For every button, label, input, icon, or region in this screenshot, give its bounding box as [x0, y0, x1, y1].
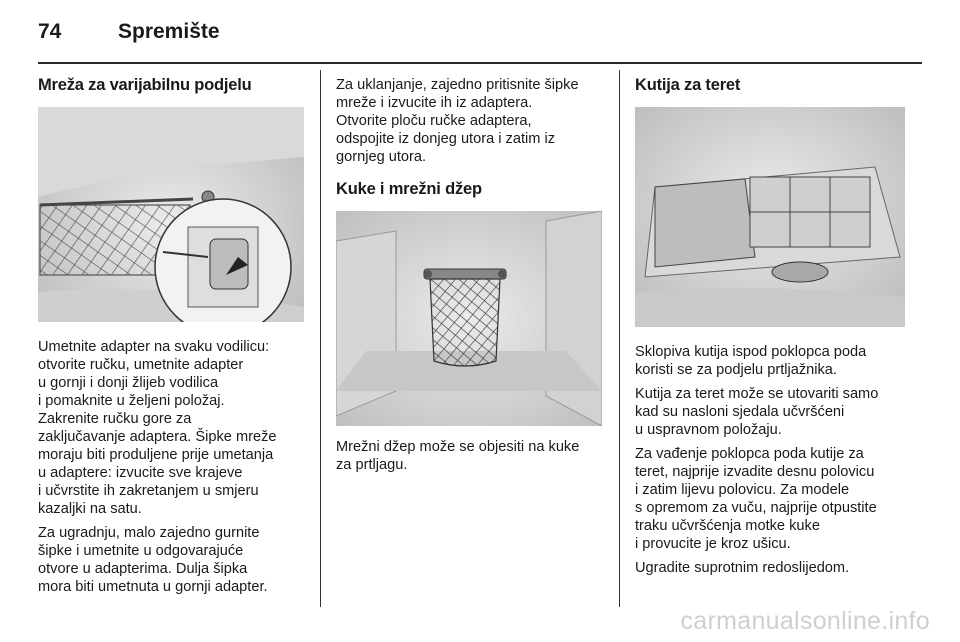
column-3 [635, 76, 905, 583]
net-pocket-note: Mrežni džep može se objesiti na kuke za prtljagu. [336, 439, 580, 473]
cargo-box-description: Sklopiva kutija ispod poklopca poda koristi se za podjelu prtljažnika. [635, 344, 867, 378]
net-pocket-illustration [336, 211, 602, 426]
header-rule [38, 62, 922, 64]
net-removal-instructions: Za uklanjanje, zajedno pritisnite šipke mreže i izvucite ih iz adaptera. Otvorite ploču ručke adaptera, odspojite iz donjeg utora i zatim iz gornjeg utora. [336, 77, 579, 165]
column-divider-1 [320, 70, 321, 607]
cargo-box-loading-note: Kutija za teret može se utovariti samo kad su nasloni sjedala učvršćeni u uspravnom položaju. [635, 386, 879, 438]
cargo-box-illustration [635, 107, 905, 327]
page-number: 74 [38, 20, 62, 43]
net-rod-instructions: Za ugradnju, malo zajedno gurnite šipke i umetnite u odgovarajuće otvore u adapterima. Dulja šipka mora biti umetnuta u gornji adapter. [38, 525, 268, 595]
column-2 [336, 76, 602, 480]
net-install-instructions: Umetnite adapter na svaku vodilicu: otvorite ručku, umetnite adapter u gornji i donji žlijeb vodilica i pomaknite u željeni položaj. Zakrenite ručku gore za zaključavanje adaptera. Šipke mreže moraju biti produljene prije umetanja u adaptere: izvucite sve krajeve i učvrstite ih zakretanjem u smjeru kazaljki na satu. [38, 339, 277, 517]
section-heading-hooks: Kuke i mrežni džep [336, 180, 482, 198]
cargo-box-removal-instructions: Za vađenje poklopca poda kutije za teret, najprije izvadite desnu polovicu i zatim lijevu polovicu. Za modele s opremom za vuču, najprije otpustite traku učvršćenja motke kuke i provucite je kroz ušicu. [635, 446, 877, 552]
column-1 [38, 76, 304, 602]
column-divider-2 [619, 70, 620, 607]
cargo-box-reinstall-note: Ugradite suprotnim redoslijedom. [635, 560, 850, 576]
watermark-logo: carmanualsonline.info [680, 607, 930, 635]
section-heading-cargo-box: Kutija za teret [635, 76, 741, 94]
page-title: Spremište [118, 20, 220, 43]
net-adapter-illustration [38, 107, 304, 322]
section-heading-net: Mreža za varijabilnu podjelu [38, 76, 252, 94]
